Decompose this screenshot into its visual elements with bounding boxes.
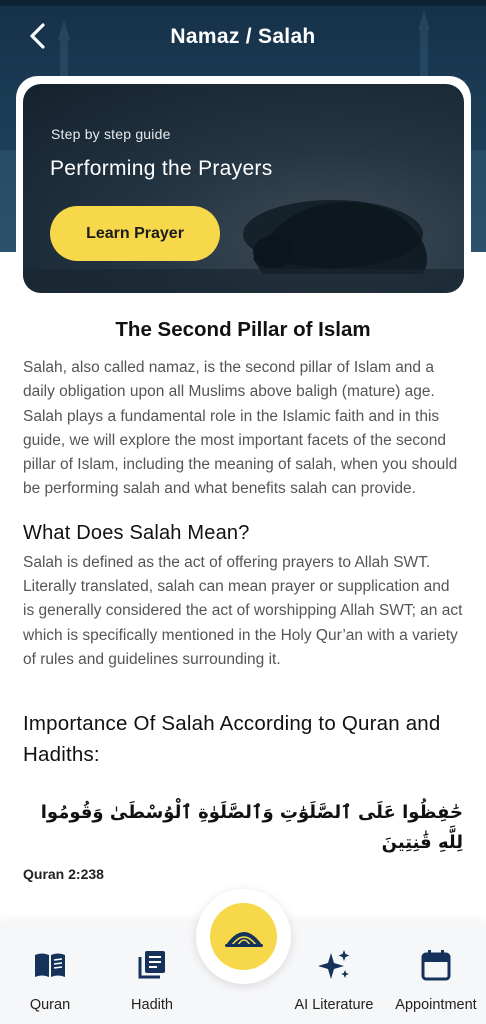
- back-button[interactable]: [22, 20, 52, 52]
- learn-prayer-button[interactable]: Learn Prayer: [50, 206, 220, 261]
- hero-subtitle: Step by step guide: [51, 126, 171, 142]
- sparkles-icon: [317, 949, 351, 981]
- article-heading: The Second Pillar of Islam: [115, 318, 371, 341]
- section-heading-meaning: What Does Salah Mean?: [23, 521, 250, 544]
- intro-paragraph: Salah, also called namaz, is the second pillar of Islam and a daily obligation upon all Muslims above baligh (mature) age. Salah plays a fundamental role in the Islamic faith and in this guide, we will explore the most important facets of the second pillar of Islam, including the meaning of salah, when you should be performing salah and what benefits salah can provide.: [23, 359, 458, 498]
- verse-reference: Quran 2:238: [23, 866, 104, 883]
- article-content: [23, 318, 463, 882]
- hero-banner: [23, 84, 464, 293]
- nav-item-ai-literature[interactable]: [284, 923, 384, 1024]
- nav-label-ai-literature: AI Literature: [294, 997, 374, 1013]
- nav-item-quran[interactable]: [0, 923, 100, 1024]
- calendar-icon: [421, 949, 451, 981]
- app-header: [0, 0, 486, 74]
- section-heading-importance: Importance Of Salah According to Quran and Hadiths:: [23, 712, 441, 767]
- prayer-cap-icon: [224, 925, 264, 949]
- nav-label-quran: Quran: [29, 997, 71, 1013]
- page-title: Namaz / Salah: [170, 25, 316, 48]
- library-books-icon: [136, 949, 168, 981]
- praying-person-illustration: [23, 84, 464, 293]
- center-prayer-button[interactable]: [196, 889, 291, 984]
- nav-label-hadith: Hadith: [131, 997, 173, 1013]
- chevron-left-icon: [28, 22, 46, 50]
- nav-item-hadith[interactable]: [102, 923, 202, 1024]
- nav-label-appointment: Appointment: [395, 997, 477, 1013]
- hero-title: Performing the Prayers: [50, 157, 273, 180]
- book-open-icon: [33, 950, 67, 980]
- quran-verse-arabic: حَٰفِظُوا عَلَى ٱلصَّلَوَٰتِ وَٱلصَّلَوٰةِ ٱلْوُسْطَىٰ وَقُومُوا لِلَّهِ قَٰنِتِينَ: [40, 802, 463, 854]
- nav-item-appointment[interactable]: [386, 923, 486, 1024]
- meaning-paragraph: Salah is defined as the act of offering prayers to Allah SWT. Literally translated, salah can mean prayer or supplication and is generally considered the act of worshipping Allah SWT; an act which is specifically mentioned in the Holy Qur’an with a variety of rules and guidelines surrounding it.: [23, 553, 463, 668]
